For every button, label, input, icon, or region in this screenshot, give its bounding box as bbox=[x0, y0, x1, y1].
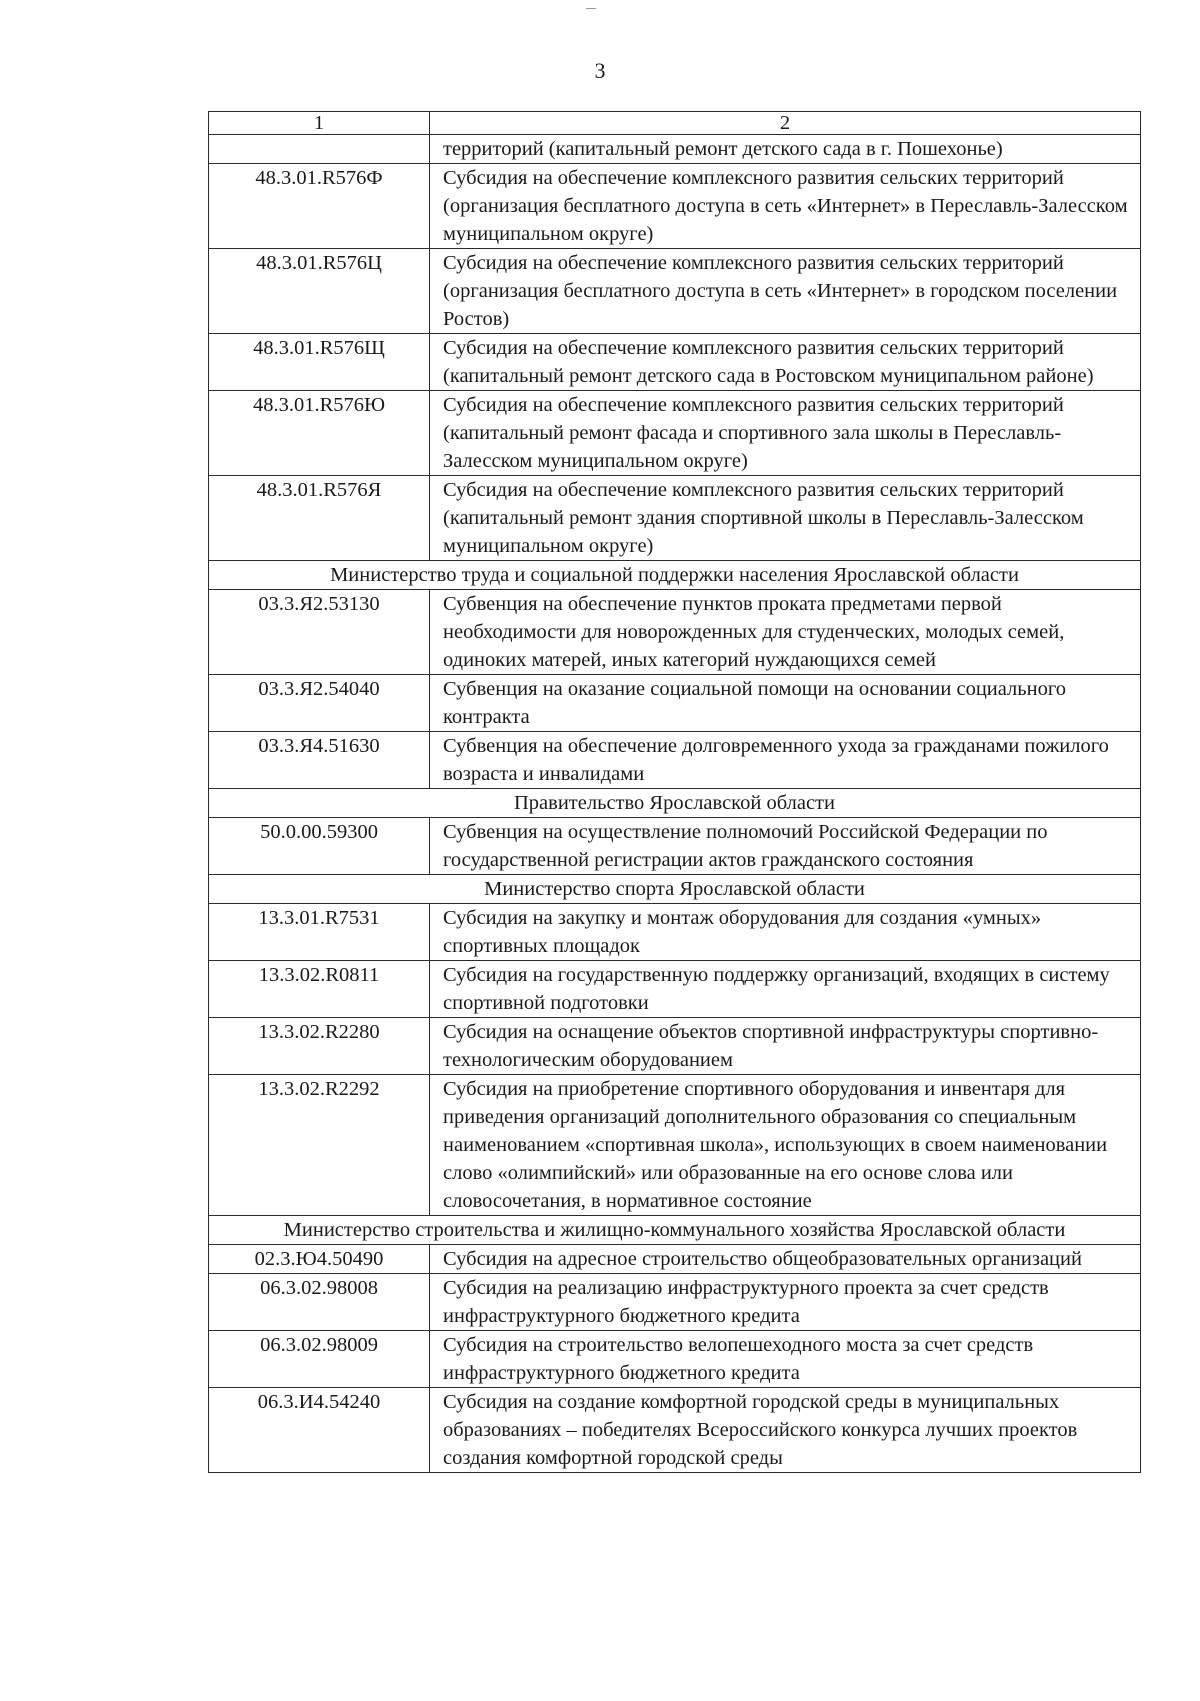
header-column-2: 2 bbox=[430, 112, 1141, 135]
table-row bbox=[209, 590, 1141, 675]
expense-description: Субсидия на закупку и монтаж оборудования для создания «умных» спортивных площадок bbox=[430, 904, 1141, 961]
scan-speck bbox=[586, 8, 596, 9]
expense-description: Субсидия на адресное строительство общеобразовательных организаций bbox=[430, 1245, 1141, 1274]
expense-description: Субвенция на обеспечение долговременного ухода за гражданами пожилого возраста и инвалидами bbox=[430, 732, 1141, 789]
expense-description: Субвенция на осуществление полномочий Российской Федерации по государственной регистрации актов гражданского состояния bbox=[430, 818, 1141, 875]
expense-description: Субсидия на обеспечение комплексного развития сельских территорий (организация бесплатного доступа в сеть «Интернет» в городском поселении Ростов) bbox=[430, 249, 1141, 334]
expense-description: Субсидия на строительство велопешеходного моста за счет средств инфраструктурного бюджетного кредита bbox=[430, 1331, 1141, 1388]
expense-description: Субсидия на обеспечение комплексного развития сельских территорий (капитальный ремонт детского сада в Ростовском муниципальном районе) bbox=[430, 334, 1141, 391]
expense-description: Субсидия на обеспечение комплексного развития сельских территорий (организация бесплатного доступа в сеть «Интернет» в Переславль-Залесском муниципальном округе) bbox=[430, 164, 1141, 249]
section-heading: Правительство Ярославской области bbox=[209, 789, 1141, 818]
table-row bbox=[209, 1018, 1141, 1075]
expense-description: Субсидия на реализацию инфраструктурного проекта за счет средств инфраструктурного бюджетного кредита bbox=[430, 1274, 1141, 1331]
table-row bbox=[209, 818, 1141, 875]
table-row bbox=[209, 391, 1141, 476]
classification-code: 48.3.01.R576Ц bbox=[209, 249, 430, 334]
table-row bbox=[209, 1274, 1141, 1331]
classification-code: 48.3.01.R576Я bbox=[209, 476, 430, 561]
table-row bbox=[209, 249, 1141, 334]
table-row bbox=[209, 732, 1141, 789]
table-section-row bbox=[209, 875, 1141, 904]
classification-code: 13.3.01.R7531 bbox=[209, 904, 430, 961]
table-header-row bbox=[209, 112, 1141, 135]
classification-code: 06.3.02.98008 bbox=[209, 1274, 430, 1331]
table-row bbox=[209, 476, 1141, 561]
table-body bbox=[209, 135, 1141, 1473]
classification-code: 50.0.00.59300 bbox=[209, 818, 430, 875]
page-number: 3 bbox=[594, 58, 606, 83]
budget-classification-table bbox=[208, 111, 1141, 1473]
classification-code: 48.3.01.R576Ю bbox=[209, 391, 430, 476]
section-heading: Министерство спорта Ярославской области bbox=[209, 875, 1141, 904]
section-heading: Министерство труда и социальной поддержки населения Ярославской области bbox=[209, 561, 1141, 590]
table-row bbox=[209, 961, 1141, 1018]
classification-code: 13.3.02.R2280 bbox=[209, 1018, 430, 1075]
header-column-1: 1 bbox=[209, 112, 430, 135]
table-section-row bbox=[209, 789, 1141, 818]
expense-description: Субсидия на оснащение объектов спортивной инфраструктуры спортивно-технологическим оборудованием bbox=[430, 1018, 1141, 1075]
table-row bbox=[209, 334, 1141, 391]
classification-code: 03.3.Я4.51630 bbox=[209, 732, 430, 789]
expense-description: территорий (капитальный ремонт детского сада в г. Пошехонье) bbox=[430, 135, 1141, 164]
table-row bbox=[209, 1075, 1141, 1216]
expense-description: Субвенция на обеспечение пунктов проката предметами первой необходимости для новорожденных для студенческих, молодых семей, одиноких матерей, иных категорий нуждающихся семей bbox=[430, 590, 1141, 675]
table-row bbox=[209, 1331, 1141, 1388]
expense-description: Субсидия на государственную поддержку организаций, входящих в систему спортивной подготовки bbox=[430, 961, 1141, 1018]
classification-code: 06.3.И4.54240 bbox=[209, 1388, 430, 1473]
classification-code: 13.3.02.R0811 bbox=[209, 961, 430, 1018]
expense-description: Субсидия на обеспечение комплексного развития сельских территорий (капитальный ремонт фасада и спортивного зала школы в Переславль-Залесском муниципальном округе) bbox=[430, 391, 1141, 476]
table-row bbox=[209, 1388, 1141, 1473]
section-heading: Министерство строительства и жилищно-коммунального хозяйства Ярославской области bbox=[209, 1216, 1141, 1245]
expense-description: Субсидия на создание комфортной городской среды в муниципальных образованиях – победителях Всероссийского конкурса лучших проектов создания комфортной городской среды bbox=[430, 1388, 1141, 1473]
classification-code: 03.3.Я2.53130 bbox=[209, 590, 430, 675]
table-row bbox=[209, 135, 1141, 164]
classification-code: 06.3.02.98009 bbox=[209, 1331, 430, 1388]
classification-code: 02.3.Ю4.50490 bbox=[209, 1245, 430, 1274]
expense-description: Субсидия на приобретение спортивного оборудования и инвентаря для приведения организаций дополнительного образования со специальным наименованием «спортивная школа», использующих в своем наименовании слово «олимпийский» или образованные на его основе слова или словосочетания, в нормативное состояние bbox=[430, 1075, 1141, 1216]
table-row bbox=[209, 675, 1141, 732]
table-section-row bbox=[209, 561, 1141, 590]
expense-description: Субсидия на обеспечение комплексного развития сельских территорий (капитальный ремонт здания спортивной школы в Переславль-Залесском муниципальном округе) bbox=[430, 476, 1141, 561]
classification-code: 48.3.01.R576Щ bbox=[209, 334, 430, 391]
table-row bbox=[209, 164, 1141, 249]
table-row bbox=[209, 904, 1141, 961]
classification-code bbox=[209, 135, 430, 164]
classification-code: 13.3.02.R2292 bbox=[209, 1075, 430, 1216]
classification-code: 03.3.Я2.54040 bbox=[209, 675, 430, 732]
classification-code: 48.3.01.R576Ф bbox=[209, 164, 430, 249]
table-row bbox=[209, 1245, 1141, 1274]
table-section-row bbox=[209, 1216, 1141, 1245]
budget-classification-table-wrapper bbox=[208, 111, 1140, 1473]
expense-description: Субвенция на оказание социальной помощи на основании социального контракта bbox=[430, 675, 1141, 732]
